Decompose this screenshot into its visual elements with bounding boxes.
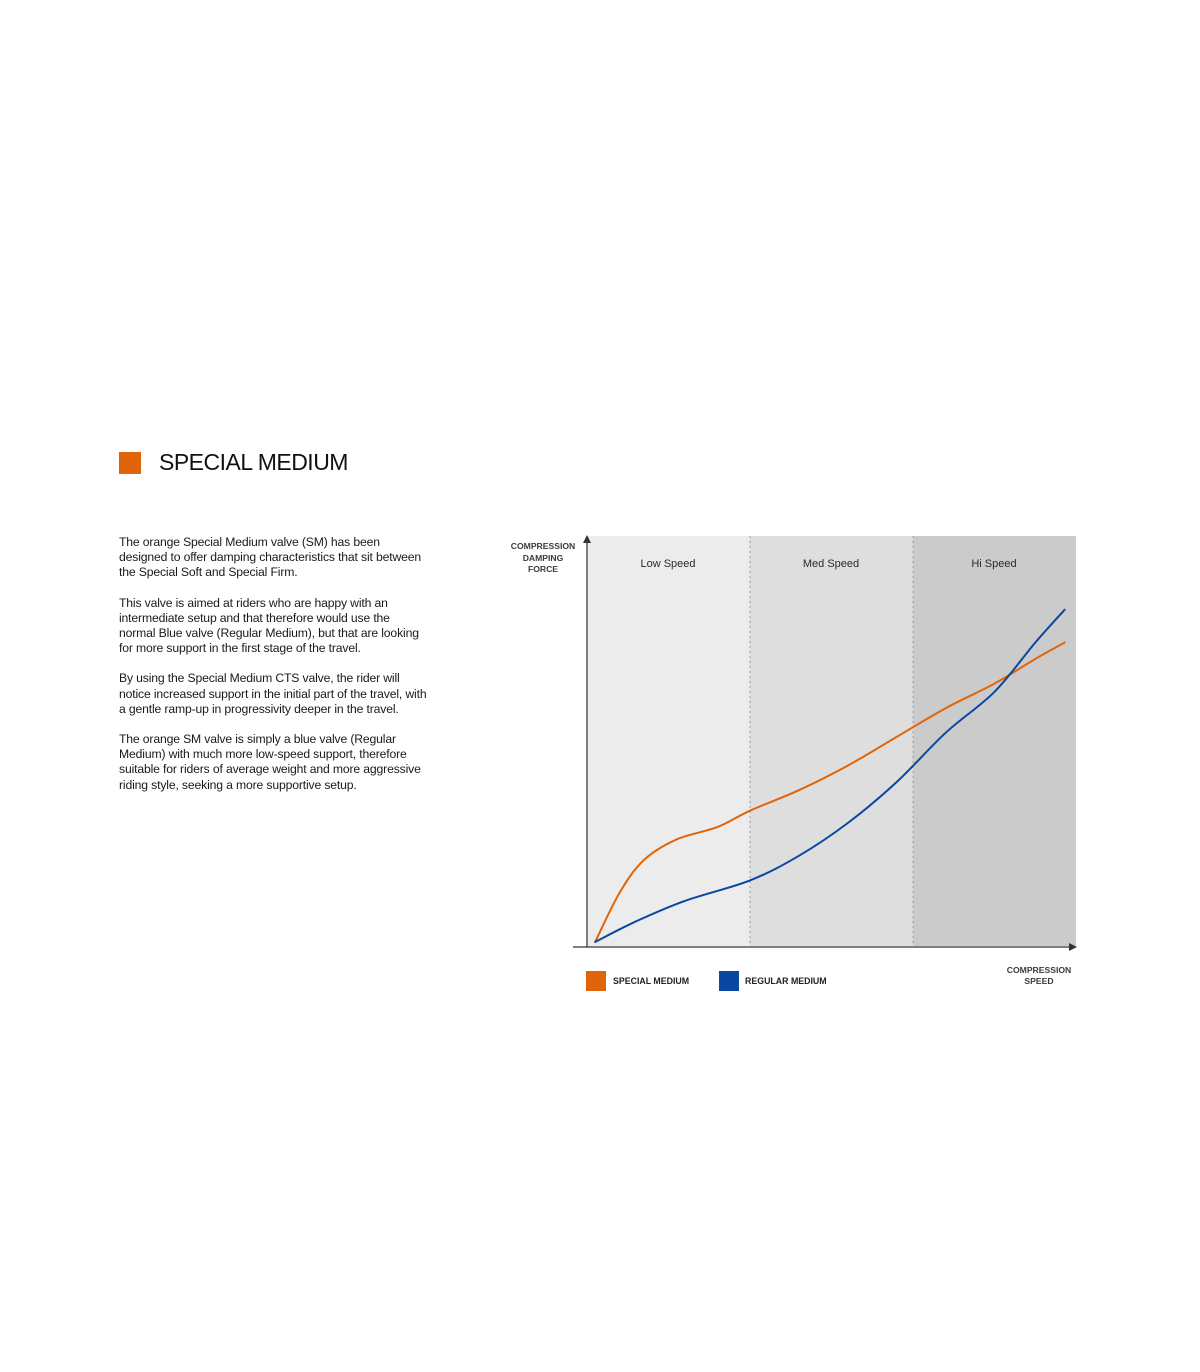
legend-label-special-medium: SPECIAL MEDIUM bbox=[613, 976, 690, 986]
page-title: SPECIAL MEDIUM bbox=[159, 449, 348, 475]
description-paragraph-3: By using the Special Medium CTS valve, the rider will notice increased support in the initial part of the travel, with a gentle ramp-up in progressivity deeper in the travel. bbox=[119, 671, 427, 716]
zone-label-low-speed: Low Speed bbox=[640, 558, 696, 570]
zone-label-hi-speed: Hi Speed bbox=[971, 558, 1017, 570]
zone-label-med-speed: Med Speed bbox=[802, 558, 860, 570]
legend-swatch-regular-medium bbox=[719, 971, 739, 991]
description-paragraph-4: The orange SM valve is simply a blue valve (Regular Medium) with much more low-speed support, therefore suitable for riders of average weight and more aggressive riding style, seeking a more supportive setup. bbox=[119, 732, 421, 792]
description-paragraph-1: The orange Special Medium valve (SM) has been designed to offer damping characteristics that sit between the Special Soft and Special Firm. bbox=[119, 535, 422, 580]
y-axis-label-line-1: COMPRESSION bbox=[510, 541, 576, 551]
speed-zones bbox=[587, 536, 1076, 946]
y-axis-label-line-2: DAMPING bbox=[522, 553, 564, 563]
y-axis-label-line-3: FORCE bbox=[527, 564, 559, 574]
x-axis-label-line-1: COMPRESSION bbox=[1006, 965, 1072, 975]
description-paragraph-2: This valve is aimed at riders who are happy with an intermediate setup and that therefore would use the normal Blue valve (Regular Medium), but that are looking for more support in the first stage of the travel. bbox=[119, 595, 419, 656]
zone-band-low-speed bbox=[587, 536, 750, 946]
chart-legend bbox=[586, 971, 827, 991]
x-axis-label-line-2: SPEED bbox=[1024, 976, 1054, 986]
legend-label-regular-medium: REGULAR MEDIUM bbox=[745, 976, 827, 986]
legend-swatch-special-medium bbox=[586, 971, 606, 991]
